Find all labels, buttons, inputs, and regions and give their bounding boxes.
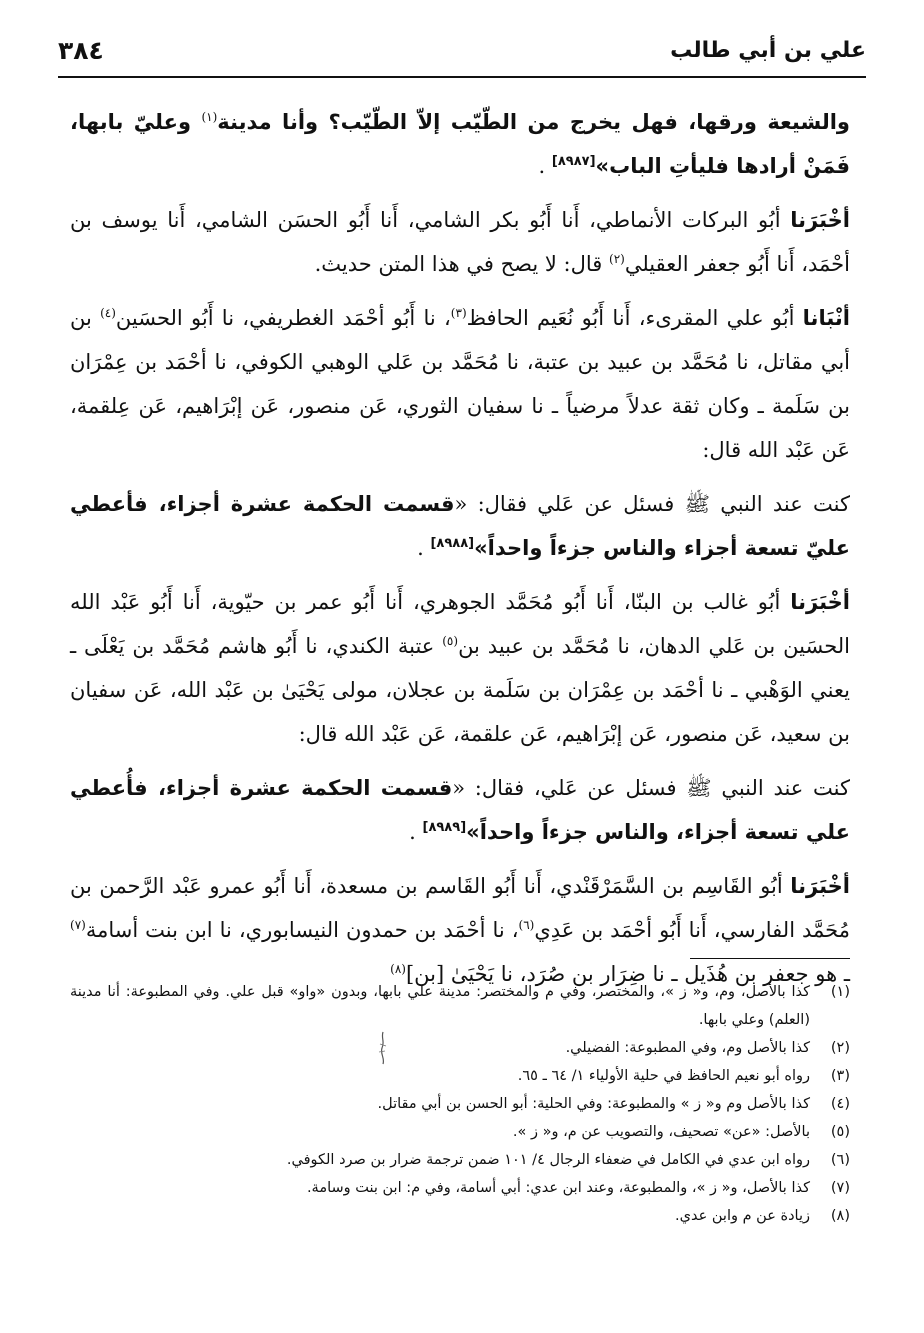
footnote-number: (٥) <box>830 1124 850 1140</box>
hadith-number: [٨٩٨٩] <box>422 820 467 835</box>
text-segment: . <box>417 536 431 560</box>
main-text <box>70 100 850 1004</box>
paragraph <box>70 100 850 188</box>
text-segment: . <box>538 154 552 178</box>
footnote-marker: (٣) <box>450 306 467 320</box>
text-segment: أبُو القَاسِم بن السَّمَرْقَنْدي، أَنا أَبُو القَاسم بن مسعدة، أَنا أَبُو عمرو عَبْد الرَّحمن بن مُحَمَّد الفارسي، أَنا أَبُو أحْمَد بن عَدِي <box>70 874 850 942</box>
footnote-number: (٢) <box>830 1040 850 1056</box>
footnote-number: (٧) <box>830 1180 850 1196</box>
hadith-text: والشيعة ورقها، فهل يخرج من الطّيّب إلاّ الطّيّب؟ وأنا مدينة <box>217 110 850 134</box>
footnote-marker: (٧) <box>70 918 86 932</box>
scan-mark <box>376 1030 390 1066</box>
hadith-text: قسمت الحكمة عشرة أجزاء، فأُعطي علي تسعة أجزاء، والناس جزءاً واحداً» <box>70 776 850 844</box>
footnote-text: كذا بالأصل، و« ز »، والمطبوعة، وعند ابن عدي: أبي أسامة، وفي م: ابن بنت وسامة. <box>306 1180 810 1196</box>
text-segment: . <box>409 820 423 844</box>
footnote <box>70 1174 850 1202</box>
footnote-text: كذا بالأصل، وم، و« ز »، والمختصر، وفي م والمختصر: مدينة علي بابها، وبدون «واو» قبل علي. وفي المطبوعة: أنا مدينة (العلم) وعلي بابها. <box>70 984 810 1028</box>
narration-lead: أنْبَانا <box>802 306 850 330</box>
text-segment: بن أبي مقاتل، نا مُحَمَّد بن عبيد بن عتبة، نا مُحَمَّد بن عَلي الوهبي الكوفي، نا أحْمَد بن عِمْرَان بن سَلَمة ـ وكان ثقة عدلاً مرضياً ـ نا سفيان الثوري، عَن منصور، عَن إبْرَاهيم، عَن عِلقمة، عَن عَبْد الله قال: <box>70 306 850 462</box>
footnote-number: (٤) <box>830 1096 850 1112</box>
hadith-number: [٨٩٨٨] <box>430 536 475 551</box>
hadith-number: [٨٩٨٧] <box>551 154 596 169</box>
footnote-marker: (٢) <box>609 252 625 266</box>
footnote-text: رواه أبو نعيم الحافظ في حلية الأولياء ١/ ٦٤ ـ ٦٥. <box>517 1068 810 1084</box>
text-segment: كنت عند النبي ﷺ فسئل عن عَلي فقال: « <box>454 492 850 516</box>
running-title: علي بن أبي طالب <box>670 38 866 63</box>
paragraph <box>70 766 850 854</box>
footnote-text: رواه ابن عدي في الكامل في ضعفاء الرجال ٤/ ١٠١ ضمن ترجمة ضرار بن صرد الكوفي. <box>286 1152 810 1168</box>
footnote <box>70 1034 850 1062</box>
footnote <box>70 1118 850 1146</box>
footnote-text: بالأصل: «عن» تصحيف، والتصويب عن م، و« ز ». <box>512 1124 810 1140</box>
footnote-text: زيادة عن م وابن عدي. <box>675 1208 810 1224</box>
paragraph <box>70 198 850 286</box>
narration-lead: أخْبَرَنا <box>790 874 851 898</box>
footnote <box>70 1062 850 1090</box>
footnote-marker: (٤) <box>100 306 116 320</box>
footnote-number: (٦) <box>830 1152 850 1168</box>
footnote-marker: (٥) <box>442 634 459 648</box>
footnote-number: (٨) <box>830 1208 850 1224</box>
paragraph <box>70 296 850 472</box>
text-segment: أبُو غالب بن البنّا، أَنا أَبُو مُحَمَّد الجوهري، أَنا أَبُو عمر بن حيّوية، أَنا أَبُو عَبْد الله الحسَين بن عَلي الدهان، نا مُحَمَّد بن عبيد بن <box>70 590 850 658</box>
footnotes <box>70 978 850 1230</box>
footnote <box>70 978 850 1034</box>
footnote-number: (١) <box>830 984 850 1000</box>
text-segment: قال: لا يصح في هذا المتن حديث. <box>314 252 609 276</box>
text-segment: ، نا أحْمَد بن حمدون النيسابوري، نا ابن بنت أسامة <box>85 918 519 942</box>
footnote <box>70 1202 850 1230</box>
footnote <box>70 1146 850 1174</box>
hadith-text: وعليّ بابها، فَمَنْ أرادها فليأتِ الباب» <box>70 110 850 178</box>
hadith-text: قسمت الحكمة عشرة أجزاء، فأعطي عليّ تسعة أجزاء والناس جزءاً واحداً» <box>70 492 850 560</box>
footnote-separator <box>690 958 850 959</box>
footnote <box>70 1090 850 1118</box>
page-number: ٣٨٤ <box>58 36 104 65</box>
text-segment: أبُو البركات الأنماطي، أَنا أَبُو بكر الشامي، أَنا أَبُو الحسَن الشامي، أَنا يوسف بن أحْمَد، أَنا أَبُو جعفر العقيلي <box>70 208 850 276</box>
text-segment: أبُو علي المقرىء، أَنا أَبُو نُعَيم الحافظ <box>466 306 803 330</box>
paragraph <box>70 482 850 570</box>
footnote-marker: (١) <box>201 110 218 124</box>
narration-lead: أخْبَرَنا <box>790 590 850 614</box>
page-header <box>58 28 866 78</box>
footnote-marker: (٦) <box>518 918 535 932</box>
footnote-text: كذا بالأصل وم و« ز » والمطبوعة: وفي الحلية: أبو الحسن بن أبي مقاتل. <box>377 1096 810 1112</box>
paragraph <box>70 580 850 756</box>
footnote-marker: (٨) <box>390 962 406 976</box>
text-segment: ـ هو جعفر بن هُذَيل ـ نا ضِرَار بن صُرَد، نا يَحْيَىٰ [بن] <box>405 962 850 986</box>
text-segment: كنت عند النبي ﷺ فسئل عن عَلي، فقال: « <box>452 776 850 800</box>
text-segment: عتبة الكندي، نا أَبُو هاشم مُحَمَّد بن يَعْلَى ـ يعني الوَهْبي ـ نا أحْمَد بن عِمْرَان بن سَلَمة بن عجلان، مولى يَحْيَىٰ بن عَبْد الله، عَن سفيان بن سعيد، عَن منصور، عَن إبْرَاهيم، عَن علقمة، عَن عَبْد الله قال: <box>70 634 850 746</box>
narration-lead: أخْبَرَنا <box>790 208 850 232</box>
footnote-number: (٣) <box>830 1068 850 1084</box>
paragraph <box>70 864 850 996</box>
text-segment: ، نا أَبُو أحْمَد الغطريفي، نا أَبُو الحسَين <box>115 306 451 330</box>
footnote-text: كذا بالأصل وم، وفي المطبوعة: الفضيلي. <box>565 1040 810 1056</box>
